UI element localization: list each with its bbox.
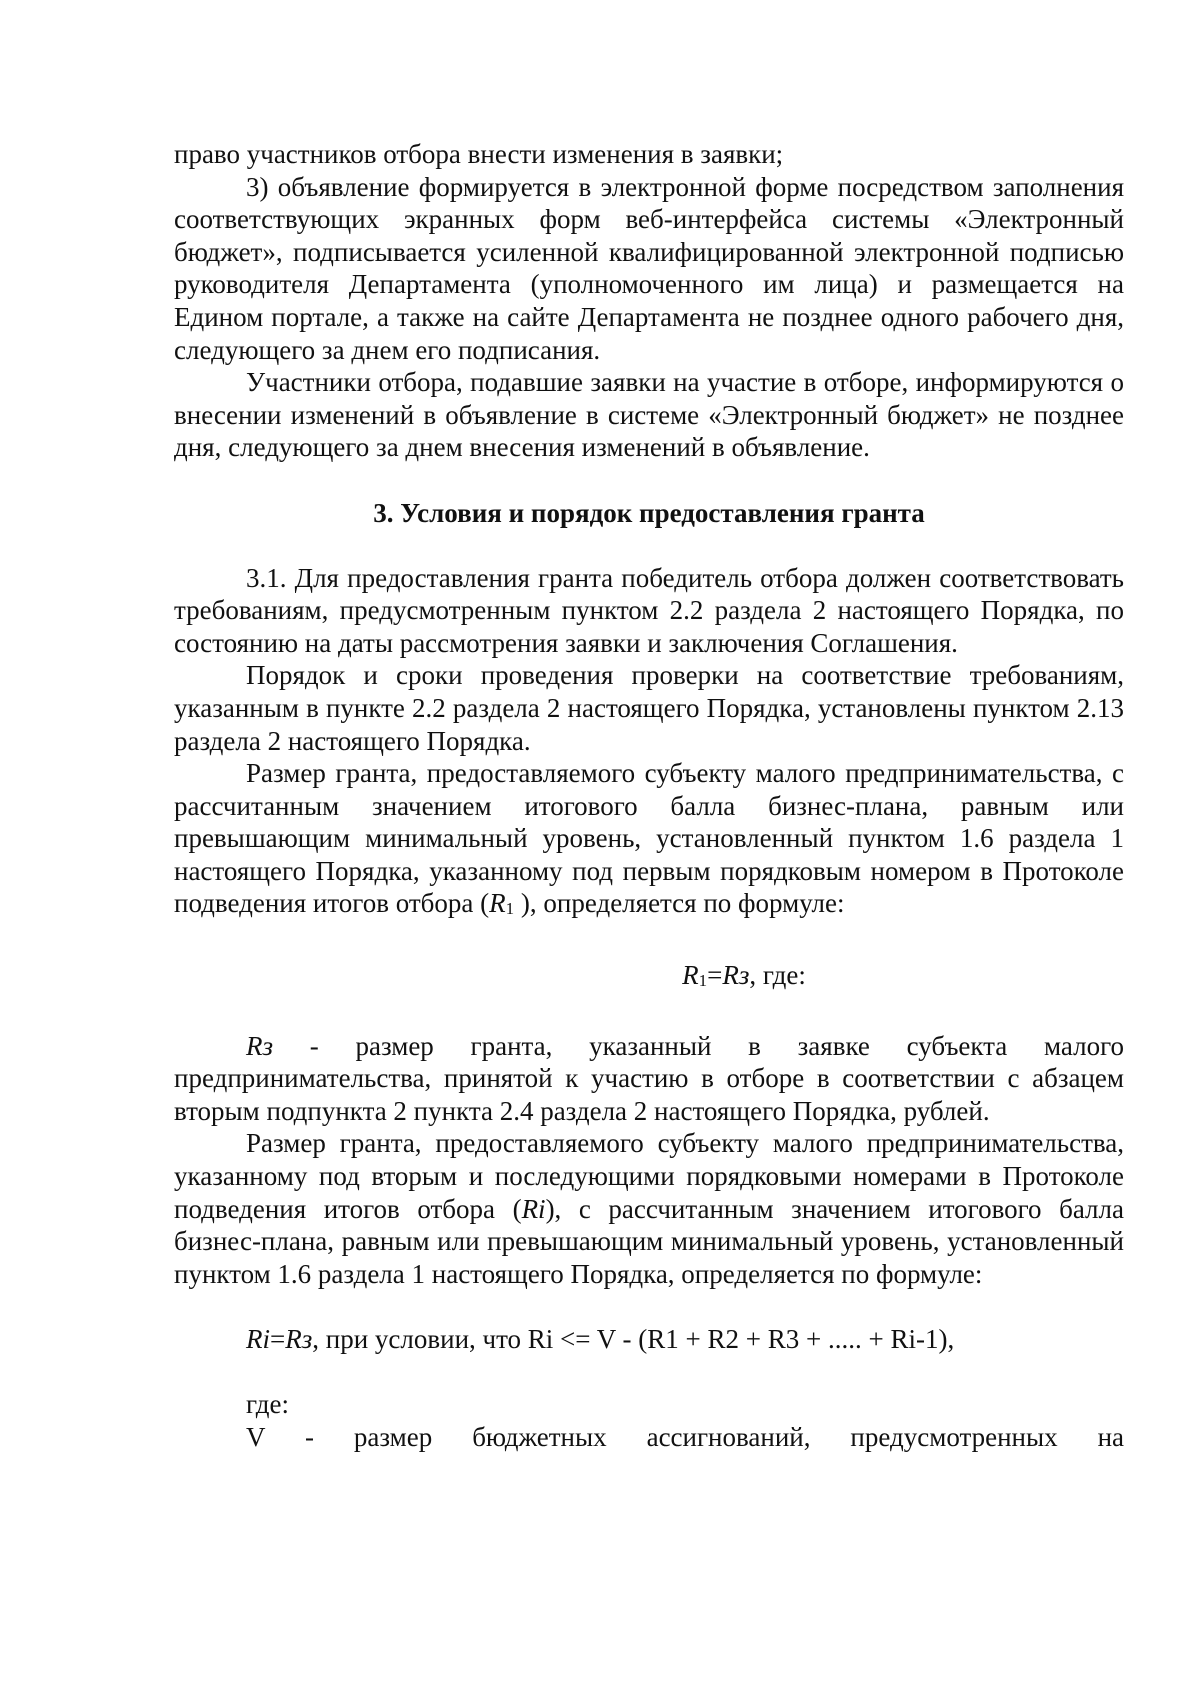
paragraph-participants-informed: Участники отбора, подавшие заявки на участие в отборе, информируются о внесении изменений в объявление в системе «Электронный бюджет» не позднее дня, следующего за днем внесения изменений в объявление.: [174, 367, 1124, 463]
grant-size-first-close: ),: [514, 888, 537, 919]
var-r-subscript: 1: [505, 899, 515, 919]
grant-size-first-text: Размер гранта, предоставляемого субъекту малого предпринимательства, с рассчитанным значением итогового балла бизнес-плана, равным или превышающим минимальный уровень, установленный пунктом 1.6 раздела 1 настоящего Порядка, указанному под первым порядковым номером в Протоколе подведения итогов отбора (: [174, 758, 1124, 919]
formula-r1-var: R: [682, 960, 699, 991]
ri-var: Ri: [521, 1193, 546, 1224]
formula-ri-var: Ri: [246, 1324, 270, 1355]
paragraph-item-3: 3) объявление формируется в электронной форме посредством заполнения соответствующих экранных форм веб-интерфейса системы «Электронный бюджет», подписывается усиленной квалифицированной электронной подписью руководителя Департамента (уполномоченного им лица) и размещается на Едином портале, а также на сайте Департамента не позднее одного рабочего дня, следующего за днем его подписания.: [174, 171, 1124, 365]
paragraph-grant-size-first: [174, 757, 1124, 926]
formula-r1-subscript: 1: [698, 971, 708, 991]
rz-definition-text: - размер гранта, указанный в заявке субъекта малого предпринимательства, принятой к участию в отборе в соответствии с абзацем вторым подпункта 2 пункта 2.4 раздела 2 настоящего Порядка, рублей.: [174, 1030, 1124, 1126]
section-heading: 3. Условия и порядок предоставления гранта: [373, 497, 925, 528]
paragraph-grant-size-subsequent: [174, 1127, 1124, 1290]
formula-ri-equals: =: [270, 1324, 286, 1355]
var-r: R: [489, 888, 506, 919]
grant-size-subsequent-after: ), с рассчитанным значением итогового балла бизнес-плана, равным или превышающим минимальный уровень, установленный пунктом 1.6 раздела 1 настоящего Порядка, определяется по формуле:: [174, 1193, 1124, 1289]
grant-size-subsequent-before: Размер гранта, предоставляемого субъекту малого предпринимательства, указанному под вторым и последующими порядковыми номерами в Протоколе подведения итогов отбора (: [174, 1128, 1124, 1224]
formula-r1-rest: , где:: [749, 960, 806, 991]
formula-ri: [174, 1323, 1124, 1356]
formula-ri-rz: Rз: [285, 1324, 313, 1355]
formula-r1-equals: =: [707, 960, 723, 991]
formula-r1-rz: Rз: [722, 960, 750, 991]
paragraph-3-1: 3.1. Для предоставления гранта победитель отбора должен соответствовать требованиям, предусмотренным пунктом 2.2 раздела 2 настоящего Порядка, по состоянию на даты рассмотрения заявки и заключения Соглашения.: [174, 562, 1124, 658]
paragraph-continuation: право участников отбора внести изменения в заявки;: [174, 139, 784, 169]
formula-ri-condition: , при условии, что Ri <= V - (R1 + R2 + R3 + ..... + Ri-1),: [312, 1324, 955, 1355]
grant-size-first-tail: определяется по формуле:: [543, 888, 845, 919]
document-body: [174, 138, 1124, 1453]
paragraph-rz-definition: [174, 1030, 1124, 1128]
where-label: где:: [246, 1389, 289, 1419]
paragraph-verification-terms: Порядок и сроки проведения проверки на соответствие требованиям, указанным в пункте 2.2 раздела 2 настоящего Порядка, установлены пунктом 2.13 раздела 2 настоящего Порядка.: [174, 660, 1124, 756]
formula-r1: [174, 959, 1124, 998]
rz-var: Rз: [246, 1030, 274, 1061]
paragraph-v-definition: V - размер бюджетных ассигнований, предусмотренных на: [246, 1421, 1124, 1452]
